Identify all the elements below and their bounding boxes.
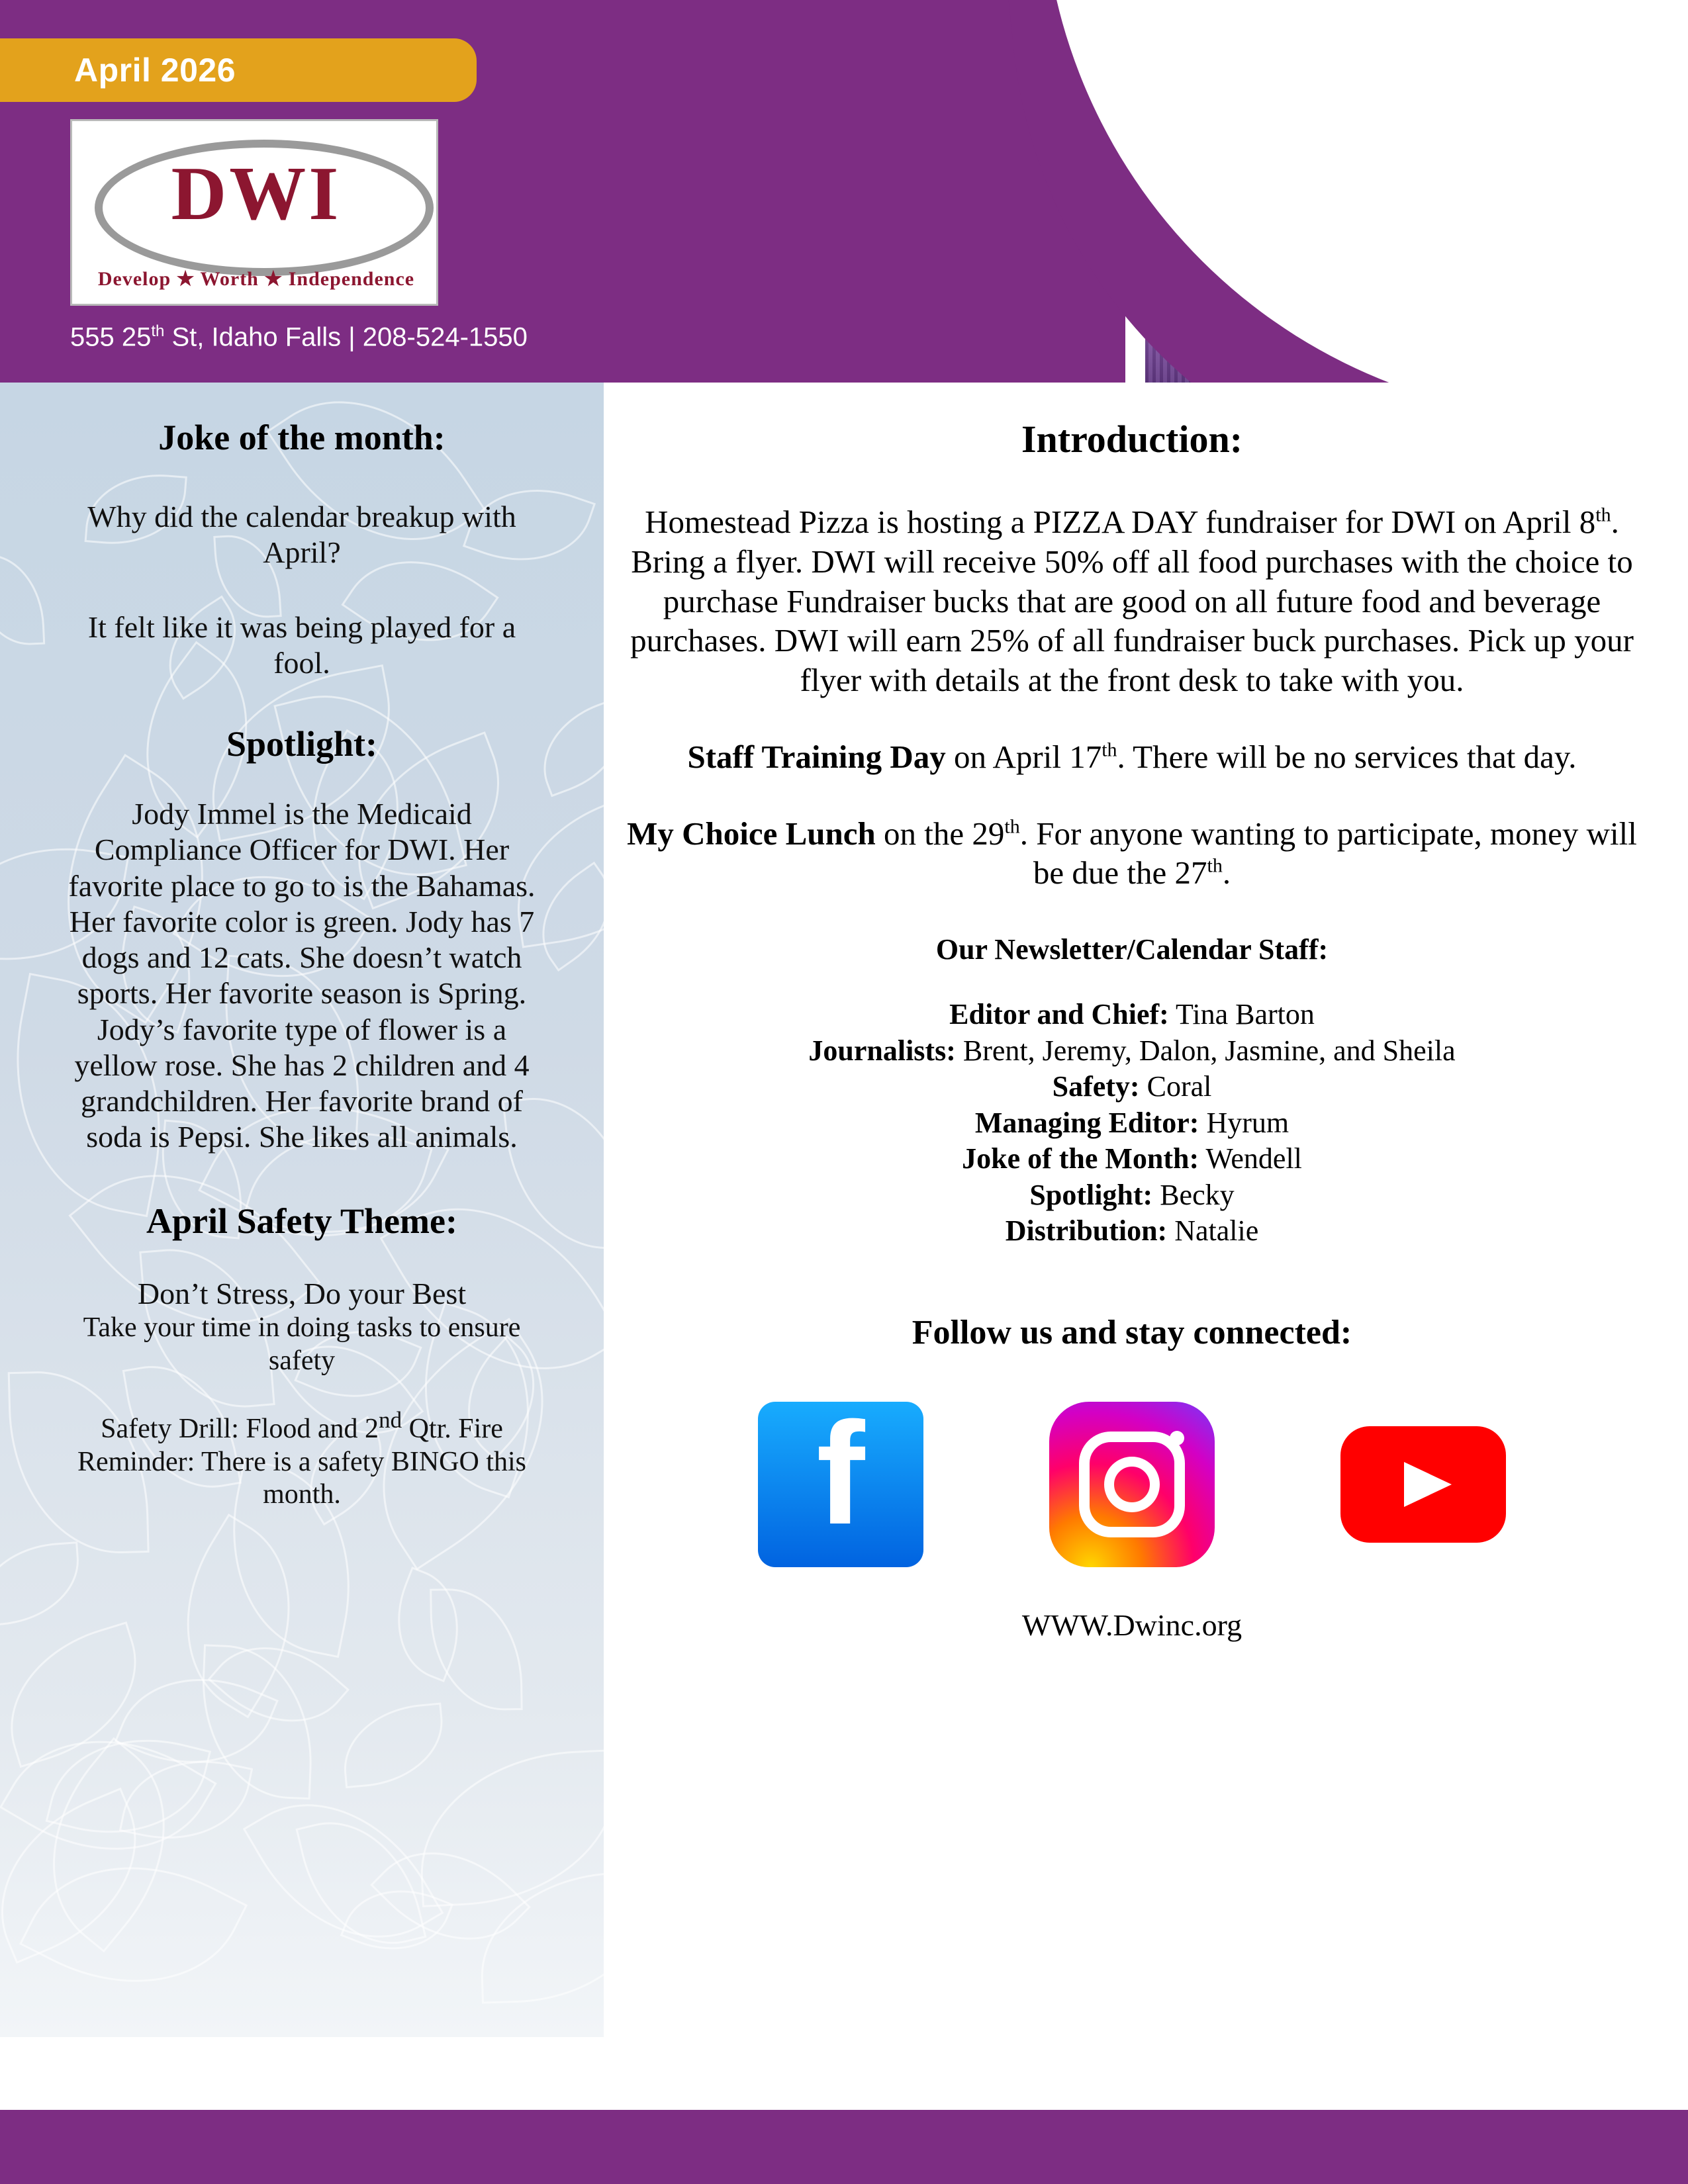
lunch-post: . [1222,854,1231,891]
staff-credit-names: Hyrum [1199,1106,1289,1139]
introduction-paragraph [616,502,1648,700]
sidebar-column [0,383,604,2037]
joke-title: Joke of the month: [158,418,445,457]
lunch-ordinal-1: th [1004,815,1020,838]
staff-credit-line [616,997,1648,1033]
instagram-icon[interactable] [1049,1402,1215,1567]
staff-credit-line [616,1213,1648,1250]
instagram-icon-dot [1170,1431,1184,1445]
staff-credit-role: Journalists: [808,1034,956,1067]
page-header [0,0,1688,390]
safety-drill-ordinal: nd [379,1407,402,1433]
introduction-title: Introduction: [1021,418,1243,461]
staff-training-paragraph [616,737,1648,777]
staff-credit-role: Distribution: [1005,1214,1168,1248]
sidebar-content [0,383,604,2037]
staff-training-label: Staff Training Day [687,738,946,775]
staff-credit-names: Coral [1139,1070,1212,1103]
staff-training-post: . There will be no services that day. [1117,738,1577,775]
spotlight-title: Spotlight: [226,724,378,764]
safety-reminder: Reminder: There is a safety BINGO this month. [77,1446,527,1510]
social-links [616,1398,1648,1570]
safety-drill-post: Qtr. Fire [402,1414,503,1445]
staff-credit-role: Managing Editor: [974,1106,1199,1139]
logo-wordmark: DWI [171,152,342,236]
staff-credit-line [616,1033,1648,1069]
staff-credit-role: Joke of the Month: [962,1142,1199,1175]
staff-credit-names: Natalie [1167,1214,1259,1248]
footer-spacer [0,2064,1688,2110]
footer-bar [0,2110,1688,2184]
staff-credit-line [616,1141,1648,1177]
staff-credit-role: Spotlight: [1029,1178,1153,1211]
staff-credit-names: Tina Barton [1168,998,1315,1031]
intro-text-post: . Bring a flyer. DWI will receive 50% off all food purchases with the choice to purchase Fundraiser bucks that are good on all future food and beverage purchases. DWI will earn 25% of all fundraiser buck purchases. Pick up your flyer with details at the front desk to take with you. [630,504,1634,699]
lunch-pre: on the 29 [875,815,1005,852]
safety-section [0,1156,604,1512]
lunch-ordinal-2: th [1207,855,1223,878]
staff-credit-names: Brent, Jeremy, Dalon, Jasmine, and Sheila [955,1034,1456,1067]
intro-ordinal: th [1595,504,1611,526]
staff-credit-line [616,1177,1648,1214]
safety-theme: Don’t Stress, Do your Best [137,1276,467,1310]
follow-us-title: Follow us and stay connected: [912,1313,1352,1351]
lunch-mid: . For anyone wanting to participate, money will be due the 27 [1019,815,1637,891]
staff-training-pre: on April 17 [945,738,1102,775]
facebook-link[interactable] [755,1398,927,1570]
dwi-logo [70,119,438,306]
my-choice-lunch-paragraph [616,814,1648,893]
safety-subtext: Take your time in doing tasks to ensure safety [83,1312,521,1376]
staff-credit-names: Wendell [1199,1142,1302,1175]
spotlight-body: Jody Immel is the Medicaid Compliance Officer for DWI. Her favorite place to go to is the Bahamas. Her favorite color is green. Jody has 7 dogs and 12 cats. She doesn’t watch sports. Her favorite season is Spring. Jody’s favorite type of flower is a yellow rose. She has 2 children and 4 grandchildren. Her favorite brand of soda is Pepsi. She likes all animals. [68,797,536,1154]
address-ordinal: th [151,322,165,340]
youtube-link[interactable] [1337,1398,1509,1570]
logo-tagline: Develop ★ Worth ★ Independence [97,268,415,290]
safety-drill [61,1406,543,1446]
staff-credits-title: Our Newsletter/Calendar Staff: [935,933,1329,966]
lunch-label: My Choice Lunch [627,815,876,852]
main-column [616,383,1648,1643]
page-content [0,383,1688,2064]
joke-line-1: Why did the calendar breakup with April? [87,500,516,570]
youtube-icon[interactable] [1340,1426,1506,1543]
address-street-number: 555 25 [70,322,152,352]
staff-credit-role: Safety: [1052,1070,1140,1103]
staff-credit-line [616,1069,1648,1105]
intro-text-pre: Homestead Pizza is hosting a PIZZA DAY fundraiser for DWI on April 8 [645,504,1596,540]
joke-section [0,383,604,681]
address-rest: St, Idaho Falls | 208-524-1550 [164,322,528,352]
website-url[interactable]: WWW.Dwinc.org [1021,1608,1243,1642]
facebook-icon[interactable] [758,1402,923,1567]
issue-date-badge: April 2026 [0,38,477,102]
staff-credit-line [616,1105,1648,1142]
staff-credits-list [616,997,1648,1250]
staff-credit-names: Becky [1152,1178,1235,1211]
instagram-link[interactable] [1046,1398,1218,1570]
staff-credit-role: Editor and Chief: [949,998,1169,1031]
staff-training-ordinal: th [1102,739,1117,761]
joke-line-2: It felt like it was being played for a fool. [87,610,516,680]
instagram-icon-lens [1104,1457,1160,1512]
header-address [70,322,528,352]
spotlight-section [0,681,604,1156]
safety-title: April Safety Theme: [146,1201,457,1241]
safety-drill-pre: Safety Drill: Flood and 2 [101,1414,379,1445]
